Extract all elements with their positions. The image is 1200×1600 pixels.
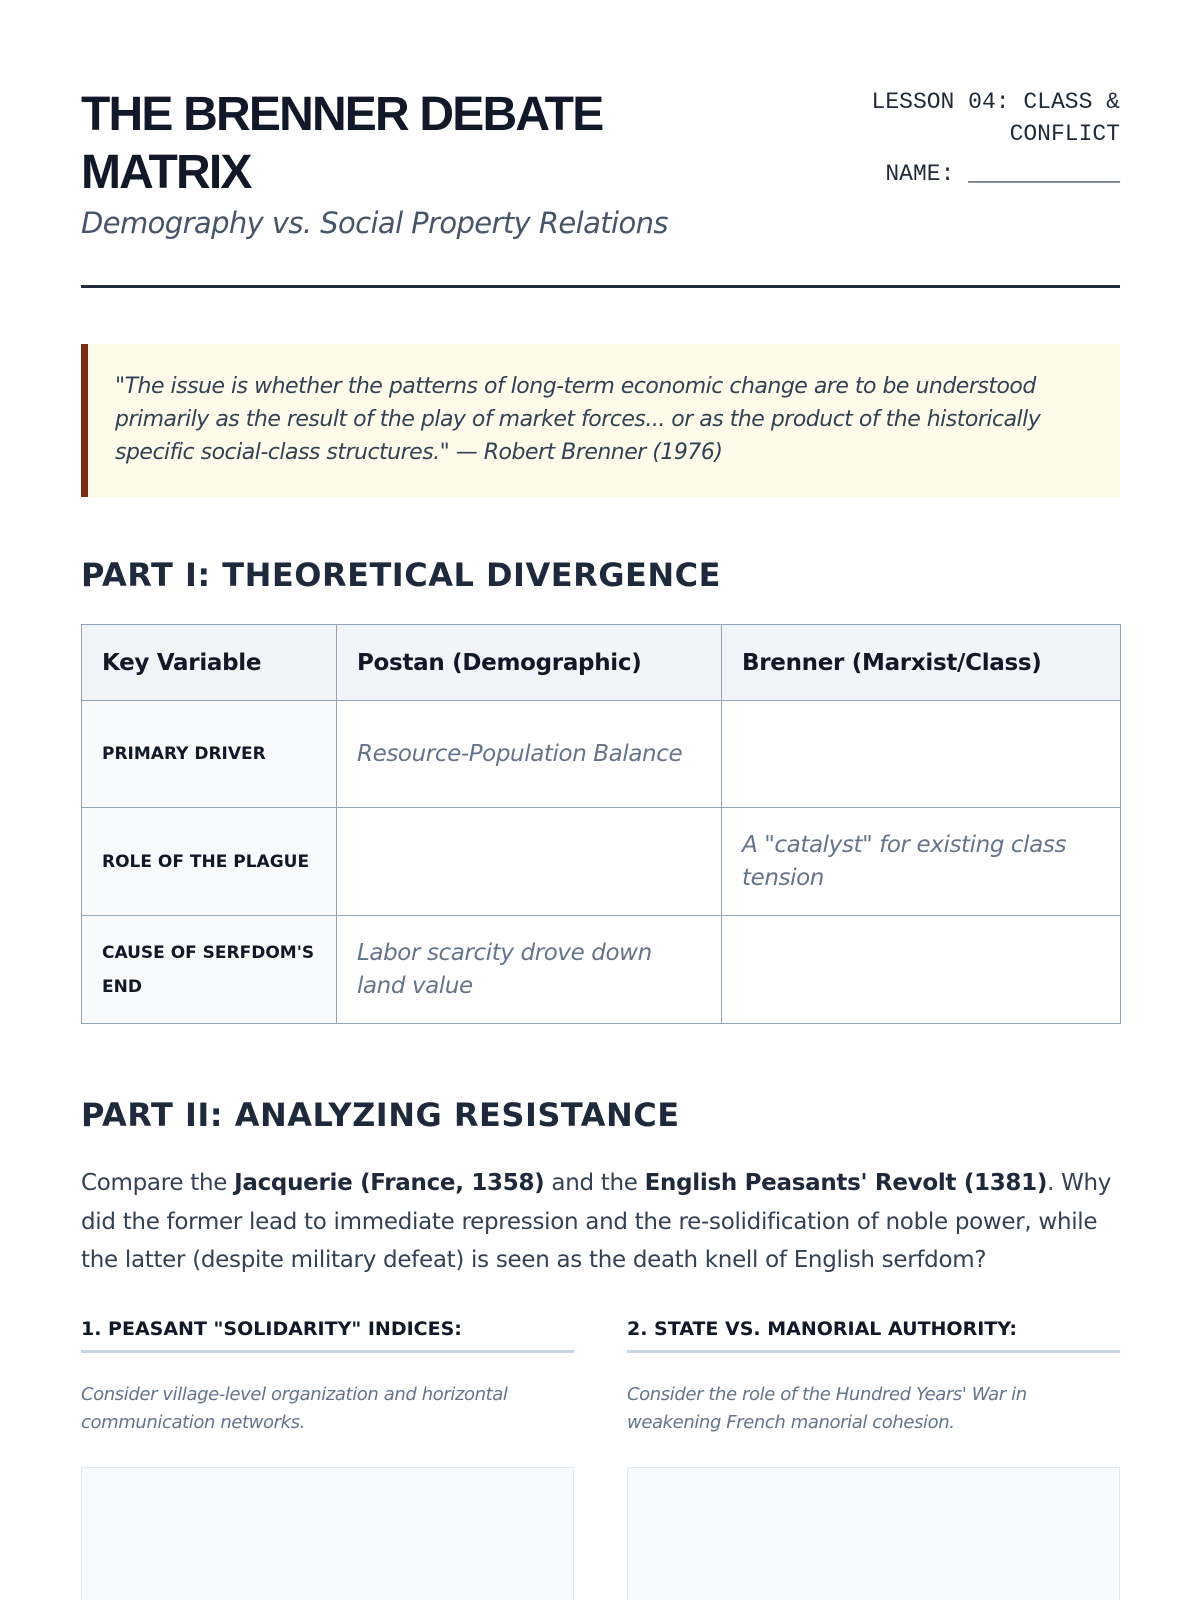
postan-cell: Labor scarcity drove down land value — [337, 916, 722, 1024]
prompt-text: . Why did the former lead to immediate repression and the re-solidification of noble power, while the latter (despite military defeat) is seen as the death knell of English serfdom? — [81, 1170, 1112, 1273]
worksheet-page — [81, 0, 1120, 1600]
brenner-cell: A "catalyst" for existing class tension — [722, 808, 1121, 916]
lesson-meta — [820, 86, 1120, 190]
table-row — [82, 916, 1121, 1024]
column-header-postan: Postan (Demographic) — [337, 625, 722, 701]
solidarity-column — [81, 1318, 574, 1600]
name-field[interactable]: NAME: ___________ — [885, 161, 1120, 187]
prompt-text: Compare the — [81, 1170, 235, 1196]
column-header-variable: Key Variable — [82, 625, 337, 701]
header-divider — [81, 285, 1120, 288]
authority-hint: Consider the role of the Hundred Years' War in weakening French manorial cohesion. — [627, 1384, 1027, 1433]
solidarity-hint: Consider village-level organization and horizontal communication networks. — [81, 1384, 508, 1433]
row-label: PRIMARY DRIVER — [82, 701, 337, 808]
postan-cell: Resource-Population Balance — [337, 701, 722, 808]
table-header-row — [82, 625, 1121, 701]
part-2-heading: PART II: ANALYZING RESISTANCE — [81, 1096, 680, 1134]
prompt-text: and the — [544, 1170, 645, 1196]
brenner-answer-cell[interactable] — [722, 701, 1121, 808]
brenner-quote: "The issue is whether the patterns of long-term economic change are to be understood primarily as the result of the play of market forces... or as the product of the historically specific social-class structures." — Robert Brenner (1976) — [81, 344, 1120, 497]
solidarity-heading: 1. PEASANT "SOLIDARITY" INDICES: — [81, 1318, 574, 1353]
debate-matrix-table — [81, 624, 1121, 1024]
prompt-emphasis-jacquerie: Jacquerie (France, 1358) — [234, 1170, 545, 1196]
row-label: ROLE OF THE PLAGUE — [82, 808, 337, 916]
authority-column — [627, 1318, 1120, 1600]
authority-heading: 2. STATE VS. MANORIAL AUTHORITY: — [627, 1318, 1120, 1353]
part-1-heading: PART I: THEORETICAL DIVERGENCE — [81, 556, 721, 594]
worksheet-header — [81, 86, 1120, 246]
prompt-emphasis-peasants-revolt: English Peasants' Revolt (1381) — [644, 1170, 1048, 1196]
table-row — [82, 808, 1121, 916]
solidarity-answer-box[interactable] — [81, 1467, 574, 1600]
table-row — [82, 701, 1121, 808]
authority-answer-box[interactable] — [627, 1467, 1120, 1600]
brenner-answer-cell[interactable] — [722, 916, 1121, 1024]
row-label: CAUSE OF SERFDOM'S END — [82, 916, 337, 1024]
page-title: THE BRENNER DEBATE MATRIX — [81, 88, 603, 199]
page-subtitle: Demography vs. Social Property Relations — [81, 206, 668, 240]
postan-answer-cell[interactable] — [337, 808, 722, 916]
analysis-prompt — [81, 1164, 1120, 1280]
column-header-brenner: Brenner (Marxist/Class) — [722, 625, 1121, 701]
lesson-label: LESSON 04: CLASS & CONFLICT — [871, 89, 1120, 147]
